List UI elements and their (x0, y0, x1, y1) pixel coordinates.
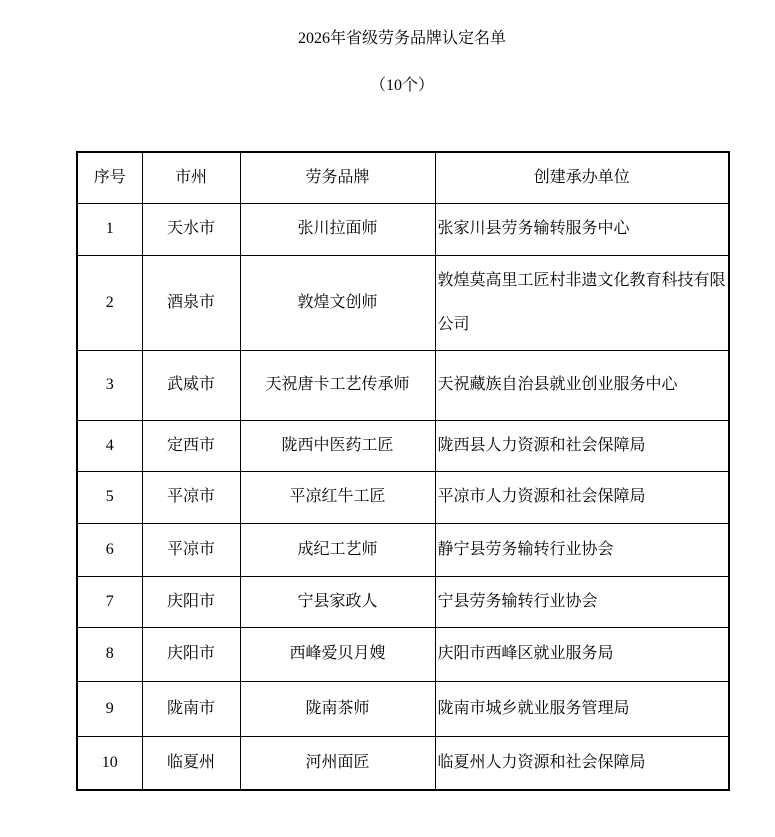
cell-unit: 陇南市城乡就业服务管理局 (435, 681, 729, 736)
cell-brand: 河州面匠 (240, 736, 435, 790)
table-row (77, 420, 729, 471)
table-row (77, 736, 729, 790)
cell-unit: 庆阳市西峰区就业服务局 (435, 627, 729, 681)
cell-unit: 天祝藏族自治县就业创业服务中心 (435, 350, 729, 420)
cell-index: 8 (77, 627, 142, 681)
table-row (77, 681, 729, 736)
labor-brand-table (76, 151, 730, 791)
cell-brand: 张川拉面师 (240, 203, 435, 255)
cell-index: 2 (77, 255, 142, 350)
cell-unit: 陇西县人力资源和社会保障局 (435, 420, 729, 471)
table-row (77, 471, 729, 523)
cell-brand: 平凉红牛工匠 (240, 471, 435, 523)
cell-brand: 陇南茶师 (240, 681, 435, 736)
header-cell: 劳务品牌 (240, 152, 435, 203)
cell-index: 6 (77, 523, 142, 576)
cell-index: 1 (77, 203, 142, 255)
cell-index: 7 (77, 576, 142, 627)
cell-index: 3 (77, 350, 142, 420)
cell-brand: 陇西中医药工匠 (240, 420, 435, 471)
cell-city: 庆阳市 (142, 627, 240, 681)
cell-city: 临夏州 (142, 736, 240, 790)
header-cell: 市州 (142, 152, 240, 203)
document-title: 2026年省级劳务品牌认定名单 (297, 30, 506, 47)
cell-unit: 静宁县劳务输转行业协会 (435, 523, 729, 576)
cell-index: 5 (77, 471, 142, 523)
cell-brand: 西峰爱贝月嫂 (240, 627, 435, 681)
table-header-row (77, 152, 729, 203)
cell-unit: 敦煌莫高里工匠村非遗文化教育科技有限公司 (435, 255, 729, 350)
cell-brand: 成纪工艺师 (240, 523, 435, 576)
table-row (77, 627, 729, 681)
cell-unit: 临夏州人力资源和社会保障局 (435, 736, 729, 790)
document-page (76, 28, 728, 791)
document-subtitle: （10个） (369, 77, 434, 94)
cell-city: 庆阳市 (142, 576, 240, 627)
cell-index: 4 (77, 420, 142, 471)
cell-city: 天水市 (142, 203, 240, 255)
cell-index: 10 (77, 736, 142, 790)
table-row (77, 576, 729, 627)
cell-city: 平凉市 (142, 523, 240, 576)
header-cell: 创建承办单位 (435, 152, 729, 203)
table-row (77, 523, 729, 576)
cell-brand: 敦煌文创师 (240, 255, 435, 350)
table-body (77, 203, 729, 790)
table-row (77, 350, 729, 420)
cell-city: 武威市 (142, 350, 240, 420)
cell-unit: 平凉市人力资源和社会保障局 (435, 471, 729, 523)
table-row (77, 203, 729, 255)
cell-unit: 张家川县劳务输转服务中心 (435, 203, 729, 255)
cell-city: 酒泉市 (142, 255, 240, 350)
cell-city: 陇南市 (142, 681, 240, 736)
cell-brand: 宁县家政人 (240, 576, 435, 627)
cell-city: 定西市 (142, 420, 240, 471)
cell-unit: 宁县劳务输转行业协会 (435, 576, 729, 627)
header-cell: 序号 (77, 152, 142, 203)
cell-brand: 天祝唐卡工艺传承师 (240, 350, 435, 420)
cell-index: 9 (77, 681, 142, 736)
cell-city: 平凉市 (142, 471, 240, 523)
table-row (77, 255, 729, 350)
